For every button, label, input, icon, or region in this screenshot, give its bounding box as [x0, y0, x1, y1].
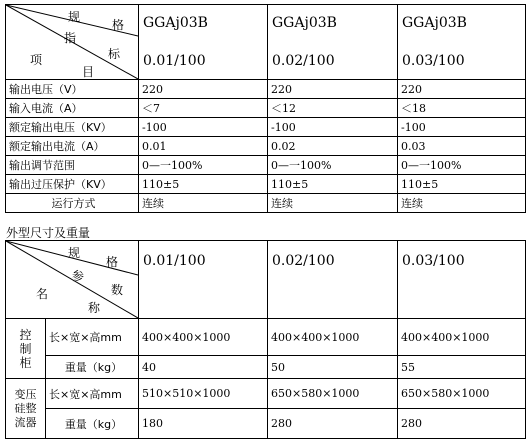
cell: 400×400×1000	[139, 319, 268, 356]
cell: 0—一100%	[268, 156, 398, 175]
group-label	[6, 319, 46, 379]
header-shu: 数	[111, 283, 124, 297]
cell: -100	[268, 118, 398, 137]
table-row	[6, 137, 526, 156]
section-title: 外型尺寸及重量	[6, 226, 91, 240]
header-ge: 格	[112, 18, 125, 32]
header-gui: 规	[68, 10, 81, 24]
dimension-table	[5, 240, 526, 439]
cell: 40	[139, 356, 268, 379]
row-label: 长×宽×高mm	[46, 319, 139, 356]
cell: 连续	[139, 194, 268, 213]
row-label: 长×宽×高mm	[46, 379, 139, 409]
model-header-3	[398, 5, 526, 80]
table-row	[6, 194, 526, 213]
model-spec: 0.01/100	[143, 53, 206, 69]
model-name: GGAj03B	[143, 15, 208, 31]
model-name: GGAj03B	[272, 15, 337, 31]
cell: ＜18	[398, 99, 526, 118]
group-label	[6, 379, 46, 439]
cell: ＜7	[139, 99, 268, 118]
header-cheng: 称	[88, 301, 101, 315]
diagonal-header-cell	[6, 5, 139, 80]
row-label: 重量（kg）	[46, 356, 139, 379]
header-gui: 规	[68, 246, 81, 260]
cell: 220	[268, 80, 398, 99]
cell: 280	[398, 409, 526, 439]
row-label: 运行方式	[6, 194, 139, 213]
cell: 510×510×1000	[139, 379, 268, 409]
row-label: 输入电流（A）	[6, 99, 139, 118]
cell: 110±5	[268, 175, 398, 194]
model-name: GGAj03B	[402, 15, 467, 31]
spec-table	[5, 4, 526, 213]
diagonal-header-cell	[6, 241, 139, 319]
cell: 0—一100%	[139, 156, 268, 175]
header-biao: 标	[108, 47, 121, 61]
spec-header: 0.03/100	[398, 241, 526, 319]
row-label: 输出电压（V）	[6, 80, 139, 99]
cell: 400×400×1000	[268, 319, 398, 356]
cell: 0.02	[268, 137, 398, 156]
table-row	[6, 356, 526, 379]
cell: 0—一100%	[398, 156, 526, 175]
table-row	[6, 319, 526, 356]
cell: 110±5	[139, 175, 268, 194]
group-name: 变压硅整流器	[14, 387, 37, 429]
table-row	[6, 156, 526, 175]
header-ming: 名	[36, 287, 49, 301]
table-row	[6, 409, 526, 439]
cell: -100	[398, 118, 526, 137]
header-can: 参	[72, 269, 85, 283]
header-zhi: 指	[64, 31, 77, 45]
cell: 650×580×1000	[268, 379, 398, 409]
model-spec: 0.02/100	[272, 53, 335, 69]
cell: 650×580×1000	[398, 379, 526, 409]
spec-header: 0.01/100	[139, 241, 268, 319]
cell: -100	[139, 118, 268, 137]
cell: 220	[139, 80, 268, 99]
cell: 110±5	[398, 175, 526, 194]
row-label: 重量（kg）	[46, 409, 139, 439]
cell: 连续	[398, 194, 526, 213]
cell: 220	[398, 80, 526, 99]
model-header-1	[139, 5, 268, 80]
header-ge: 格	[106, 255, 119, 269]
row-label: 输出过压保护（KV）	[6, 175, 139, 194]
cell: 0.03	[398, 137, 526, 156]
table-row	[6, 80, 526, 99]
model-spec: 0.03/100	[402, 53, 465, 69]
row-label: 输出调节范围	[6, 156, 139, 175]
header-xiang: 项	[30, 53, 43, 67]
row-label: 额定输出电流（A）	[6, 137, 139, 156]
spec-header: 0.02/100	[268, 241, 398, 319]
table-row	[6, 118, 526, 137]
cell: ＜12	[268, 99, 398, 118]
cell: 50	[268, 356, 398, 379]
cell: 连续	[268, 194, 398, 213]
cell: 280	[268, 409, 398, 439]
cell: 180	[139, 409, 268, 439]
cell: 55	[398, 356, 526, 379]
row-label: 额定输出电压（KV）	[6, 118, 139, 137]
header-mu: 目	[82, 65, 95, 79]
cell: 400×400×1000	[398, 319, 526, 356]
model-header-2	[268, 5, 398, 80]
table-row	[6, 99, 526, 118]
table-row	[6, 175, 526, 194]
group-name: 控制柜	[19, 327, 32, 370]
table-row	[6, 379, 526, 409]
cell: 0.01	[139, 137, 268, 156]
